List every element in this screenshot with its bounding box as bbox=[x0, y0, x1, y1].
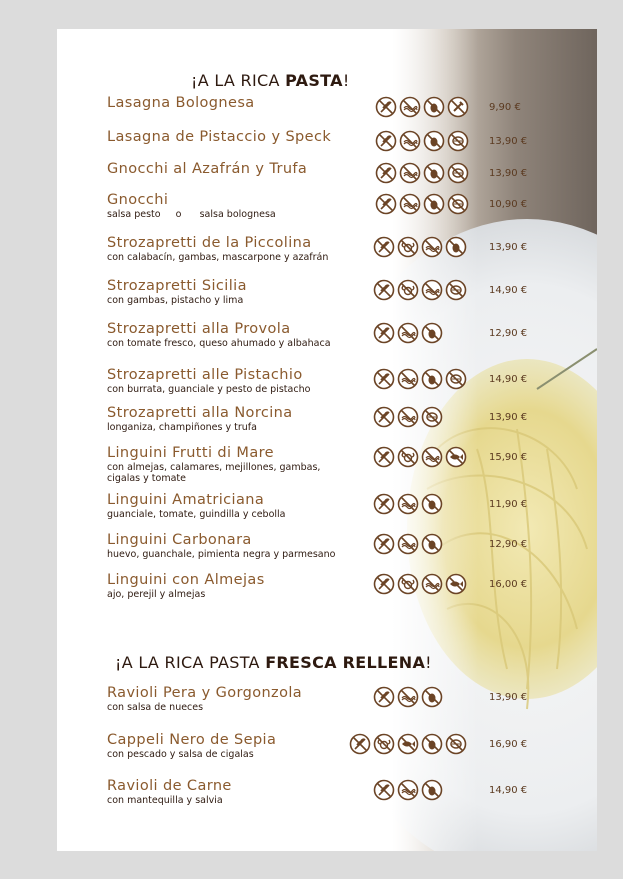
menu-item bbox=[107, 492, 285, 520]
item-price: 12,90 € bbox=[489, 539, 528, 550]
item-price: 14,90 € bbox=[489, 285, 528, 296]
milk-icon bbox=[397, 686, 419, 708]
milk-icon bbox=[399, 162, 421, 184]
crustacean-icon bbox=[397, 236, 419, 258]
menu-item bbox=[107, 532, 335, 560]
crustacean-icon bbox=[397, 446, 419, 468]
allergen-icons bbox=[373, 573, 467, 595]
item-price: 11,90 € bbox=[489, 499, 528, 510]
item-name: Lasagna Bolognesa bbox=[107, 95, 255, 111]
menu-item bbox=[107, 235, 328, 263]
milk-icon bbox=[397, 322, 419, 344]
menu-item bbox=[107, 778, 232, 806]
fish-icon bbox=[445, 573, 467, 595]
allergen-icons bbox=[373, 368, 467, 390]
item-price: 13,90 € bbox=[489, 692, 528, 703]
item-name: Linguini Carbonara bbox=[107, 532, 252, 548]
egg-icon bbox=[421, 533, 443, 555]
section-title-pasta: ¡A LA RICA PASTA! bbox=[191, 71, 350, 90]
menu-item bbox=[107, 278, 247, 306]
item-name: Strozapretti alle Pistachio bbox=[107, 367, 303, 383]
item-description: con calabacín, gambas, mascarpone y azafrán bbox=[107, 252, 329, 263]
item-name: Lasagna de Pistaccio y Speck bbox=[107, 129, 332, 145]
item-price: 13,90 € bbox=[489, 242, 528, 253]
item-description: longaniza, champiñones y trufa bbox=[107, 422, 257, 433]
allergen-icons bbox=[373, 279, 467, 301]
item-description: con mantequilla y salvia bbox=[107, 795, 223, 806]
item-description: con tomate fresco, queso ahumado y albahaca bbox=[107, 338, 331, 349]
menu-item bbox=[107, 405, 293, 433]
item-description: con burrata, guanciale y pesto de pistacho bbox=[107, 384, 311, 395]
milk-icon bbox=[397, 368, 419, 390]
egg-icon bbox=[421, 368, 443, 390]
milk-icon bbox=[397, 779, 419, 801]
egg-icon bbox=[423, 162, 445, 184]
item-description: salsa pesto o salsa bolognesa bbox=[107, 209, 276, 220]
item-name: Strozapretti alla Provola bbox=[107, 321, 291, 337]
allergen-icons bbox=[373, 446, 467, 468]
item-name: Linguini con Almejas bbox=[107, 572, 265, 588]
item-price: 13,90 € bbox=[489, 412, 528, 423]
menu-item bbox=[107, 445, 320, 484]
gluten-icon bbox=[373, 493, 395, 515]
milk-icon bbox=[399, 193, 421, 215]
egg-icon bbox=[423, 96, 445, 118]
item-name: Strozapretti alla Norcina bbox=[107, 405, 293, 421]
pasta-photo bbox=[57, 29, 597, 851]
nuts-icon bbox=[445, 368, 467, 390]
item-price: 14,90 € bbox=[489, 374, 528, 385]
allergen-icons bbox=[375, 193, 469, 215]
item-description: con gambas, pistacho y lima bbox=[107, 295, 244, 306]
egg-icon bbox=[421, 493, 443, 515]
item-price: 15,90 € bbox=[489, 452, 528, 463]
gluten-icon bbox=[373, 533, 395, 555]
item-description: ajo, perejil y almejas bbox=[107, 589, 206, 600]
nuts-icon bbox=[447, 162, 469, 184]
gluten-icon bbox=[373, 368, 395, 390]
crustacean-icon bbox=[397, 279, 419, 301]
item-description: con salsa de nueces bbox=[107, 702, 204, 713]
milk-icon bbox=[397, 406, 419, 428]
item-price: 16,00 € bbox=[489, 579, 528, 590]
gluten-icon bbox=[349, 733, 371, 755]
menu-item bbox=[107, 129, 331, 146]
gluten-icon bbox=[373, 686, 395, 708]
milk-icon bbox=[399, 96, 421, 118]
gluten-icon bbox=[373, 279, 395, 301]
item-name: Gnocchi al Azafrán y Trufa bbox=[107, 161, 308, 177]
gluten-icon bbox=[375, 96, 397, 118]
gluten-icon bbox=[373, 573, 395, 595]
section-title-pasta-rellena: ¡A LA RICA PASTA FRESCA RELLENA! bbox=[115, 653, 432, 672]
item-price: 14,90 € bbox=[489, 785, 528, 796]
egg-icon bbox=[423, 193, 445, 215]
allergen-icons bbox=[373, 236, 467, 258]
item-name: Gnocchi bbox=[107, 192, 169, 208]
crustacean-icon bbox=[373, 733, 395, 755]
item-price: 13,90 € bbox=[489, 168, 528, 179]
egg-icon bbox=[445, 236, 467, 258]
egg-icon bbox=[421, 733, 443, 755]
item-name: Strozapretti Sicilia bbox=[107, 278, 247, 294]
allergen-icons bbox=[373, 779, 443, 801]
item-price: 16,90 € bbox=[489, 739, 528, 750]
allergen-icons bbox=[375, 130, 469, 152]
allergen-icons bbox=[373, 406, 443, 428]
item-description: con pescado y salsa de cigalas bbox=[107, 749, 254, 760]
menu-item bbox=[107, 192, 276, 220]
milk-icon bbox=[421, 573, 443, 595]
gluten-icon bbox=[373, 236, 395, 258]
gluten-icon bbox=[375, 130, 397, 152]
item-price: 13,90 € bbox=[489, 136, 528, 147]
item-description: con almejas, calamares, mejillones, gambas, cigalas y tomate bbox=[107, 462, 321, 484]
menu-item bbox=[107, 321, 331, 349]
nuts-icon bbox=[447, 130, 469, 152]
item-name: Ravioli Pera y Gorgonzola bbox=[107, 685, 303, 701]
gluten-icon bbox=[373, 779, 395, 801]
menu-item bbox=[107, 161, 307, 178]
fish-icon bbox=[397, 733, 419, 755]
item-name: Linguini Amatriciana bbox=[107, 492, 265, 508]
item-name: Strozapretti de la Piccolina bbox=[107, 235, 312, 251]
item-name: Ravioli de Carne bbox=[107, 778, 232, 794]
allergen-icons bbox=[349, 733, 467, 755]
item-price: 9,90 € bbox=[489, 102, 521, 113]
gluten-icon bbox=[375, 193, 397, 215]
milk-icon bbox=[421, 236, 443, 258]
egg-icon bbox=[421, 779, 443, 801]
milk-icon bbox=[397, 493, 419, 515]
gluten-icon bbox=[373, 446, 395, 468]
allergen-icons bbox=[375, 96, 469, 118]
gluten-icon bbox=[375, 162, 397, 184]
item-price: 10,90 € bbox=[489, 199, 528, 210]
allergen-icons bbox=[373, 533, 443, 555]
menu-item bbox=[107, 95, 255, 112]
menu-item bbox=[107, 685, 302, 713]
allergen-icons bbox=[373, 493, 443, 515]
allergen-icons bbox=[373, 322, 443, 344]
nuts-icon bbox=[421, 406, 443, 428]
item-name: Cappeli Nero de Sepia bbox=[107, 732, 277, 748]
allergen-icons bbox=[373, 686, 443, 708]
allergen-icons bbox=[375, 162, 469, 184]
gluten-icon bbox=[373, 322, 395, 344]
egg-icon bbox=[421, 686, 443, 708]
milk-icon bbox=[421, 446, 443, 468]
menu-page bbox=[57, 29, 597, 851]
fish-icon bbox=[445, 446, 467, 468]
item-description: huevo, guanchale, pimienta negra y parmesano bbox=[107, 549, 336, 560]
egg-icon bbox=[423, 130, 445, 152]
egg-icon bbox=[421, 322, 443, 344]
crustacean-icon bbox=[397, 573, 419, 595]
milk-icon bbox=[397, 533, 419, 555]
item-name: Linguini Frutti di Mare bbox=[107, 445, 274, 461]
item-description: guanciale, tomate, guindilla y cebolla bbox=[107, 509, 286, 520]
menu-item bbox=[107, 572, 265, 600]
gluten-icon bbox=[373, 406, 395, 428]
item-price: 12,90 € bbox=[489, 328, 528, 339]
milk-icon bbox=[399, 130, 421, 152]
menu-item bbox=[107, 367, 310, 395]
menu-item bbox=[107, 732, 276, 760]
nuts-icon bbox=[445, 733, 467, 755]
celery-icon bbox=[447, 96, 469, 118]
nuts-icon bbox=[445, 279, 467, 301]
nuts-icon bbox=[447, 193, 469, 215]
milk-icon bbox=[421, 279, 443, 301]
